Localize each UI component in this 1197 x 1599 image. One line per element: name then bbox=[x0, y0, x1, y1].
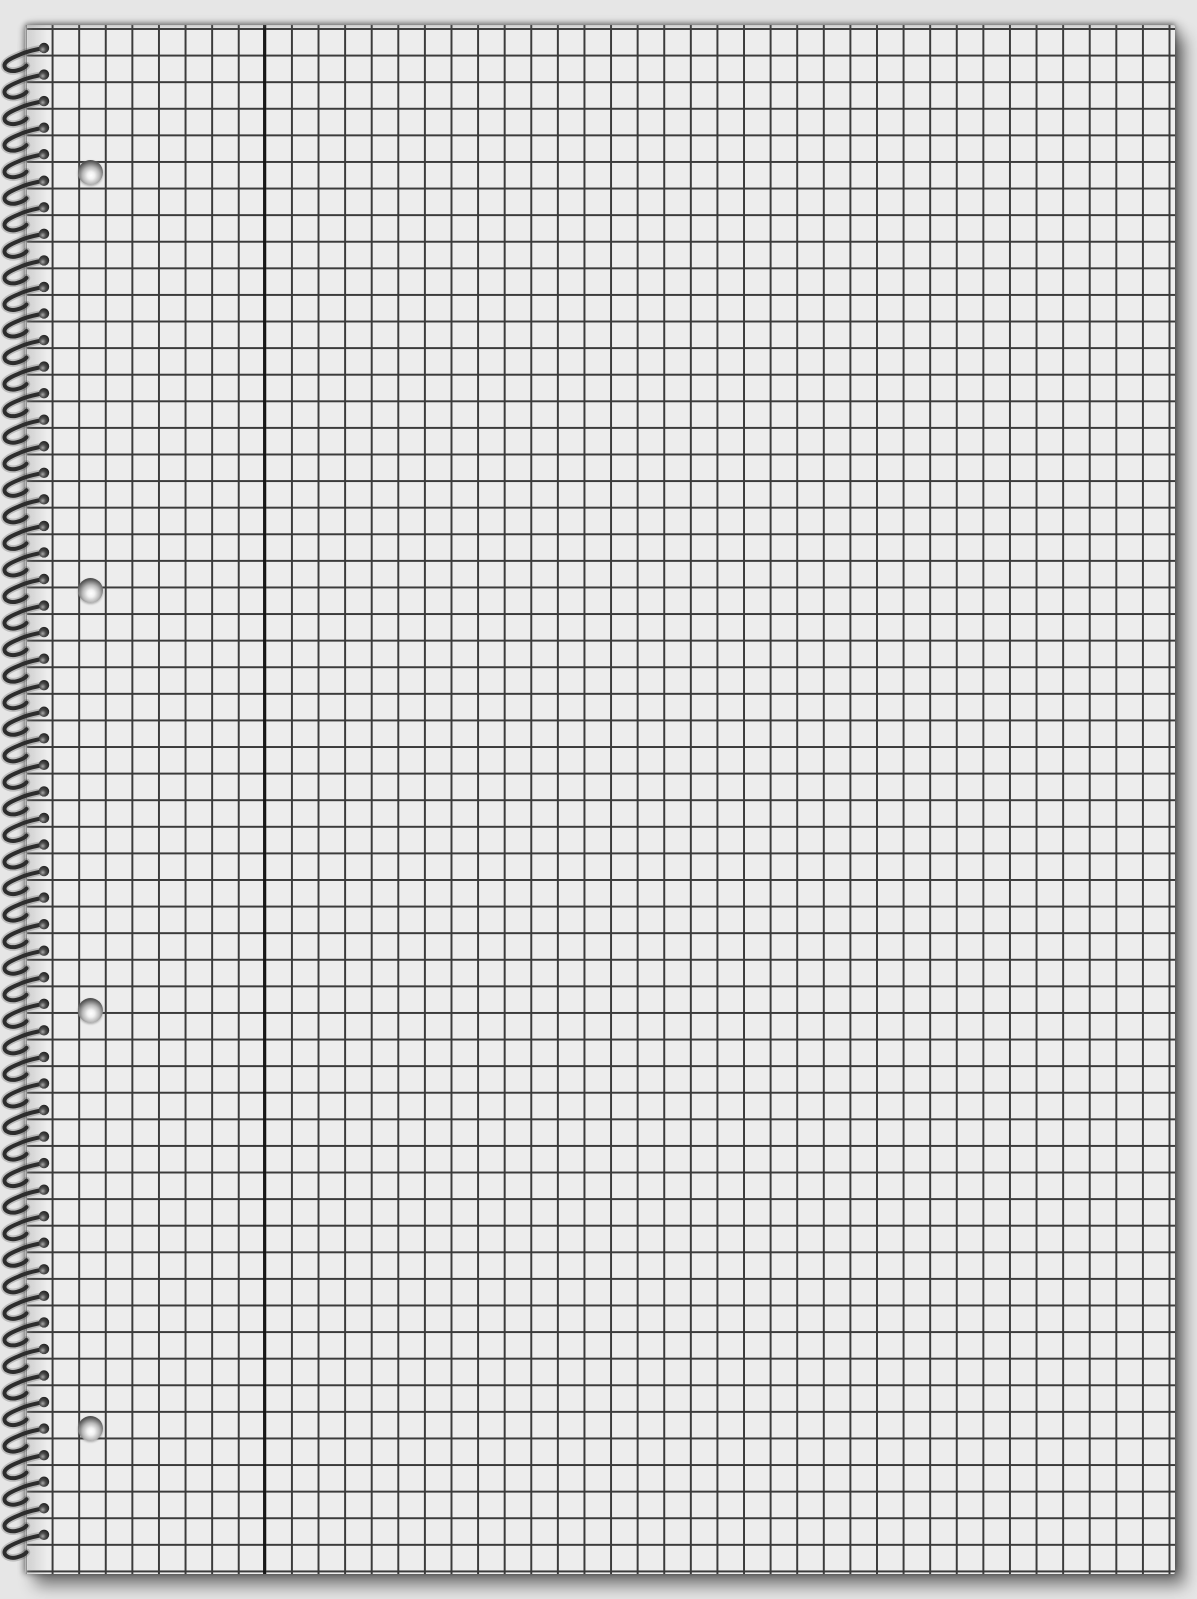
spiral-binding bbox=[0, 0, 60, 1599]
wire-ball-end bbox=[39, 653, 49, 663]
wire-ball-end bbox=[39, 361, 49, 371]
wire-ball-end bbox=[39, 1370, 49, 1380]
wire-ball-end bbox=[39, 600, 49, 610]
wire-ball-end bbox=[39, 521, 49, 531]
punch-hole bbox=[78, 998, 103, 1023]
wire-ball-end bbox=[39, 149, 49, 159]
wire-ball-end bbox=[39, 1344, 49, 1354]
wire-ball-end bbox=[39, 919, 49, 929]
wire-ball-end bbox=[39, 69, 49, 79]
margin-line bbox=[263, 25, 266, 1574]
wire-ball-end bbox=[39, 202, 49, 212]
wire-ball-end bbox=[39, 1450, 49, 1460]
wire-ball-end bbox=[39, 1052, 49, 1062]
wire-ball-end bbox=[39, 1291, 49, 1301]
wire-ball-end bbox=[39, 627, 49, 637]
punch-hole bbox=[78, 578, 103, 603]
punch-hole bbox=[78, 160, 103, 185]
wire-ball-end bbox=[39, 707, 49, 717]
wire-ball-end bbox=[39, 1317, 49, 1327]
wire-ball-end bbox=[39, 96, 49, 106]
wire-ball-end bbox=[39, 494, 49, 504]
wire-ball-end bbox=[39, 1158, 49, 1168]
wire-ball-end bbox=[39, 839, 49, 849]
wire-ball-end bbox=[39, 1423, 49, 1433]
wire-ball-end bbox=[39, 176, 49, 186]
wire-ball-end bbox=[39, 282, 49, 292]
wire-ball-end bbox=[39, 760, 49, 770]
wire-ball-end bbox=[39, 813, 49, 823]
wire-ball-end bbox=[39, 1184, 49, 1194]
wire-ball-end bbox=[39, 680, 49, 690]
wire-ball-end bbox=[39, 1477, 49, 1487]
wire-ball-end bbox=[39, 892, 49, 902]
wire-ball-end bbox=[39, 1530, 49, 1540]
wire-ball-end bbox=[39, 255, 49, 265]
wire-ball-end bbox=[39, 308, 49, 318]
wire-ball-end bbox=[39, 122, 49, 132]
wire-ball-end bbox=[39, 1078, 49, 1088]
wire-ball-end bbox=[39, 547, 49, 557]
spiral-loop bbox=[4, 43, 49, 71]
wire-ball-end bbox=[39, 1503, 49, 1513]
wire-ball-end bbox=[39, 1264, 49, 1274]
wire-ball-end bbox=[39, 972, 49, 982]
wire-ball-end bbox=[39, 733, 49, 743]
wire-ball-end bbox=[39, 335, 49, 345]
wire-ball-end bbox=[39, 1211, 49, 1221]
wire-ball-end bbox=[39, 1397, 49, 1407]
wire-ball-end bbox=[39, 441, 49, 451]
wire-ball-end bbox=[39, 1131, 49, 1141]
wire-ball-end bbox=[39, 866, 49, 876]
wire-ball-end bbox=[39, 786, 49, 796]
wire-ball-end bbox=[39, 388, 49, 398]
wire-ball-end bbox=[39, 574, 49, 584]
wire-ball-end bbox=[39, 415, 49, 425]
wire-ball-end bbox=[39, 1105, 49, 1115]
punch-hole bbox=[78, 1416, 103, 1441]
wire-ball-end bbox=[39, 946, 49, 956]
wire-ball-end bbox=[39, 468, 49, 478]
wire-ball-end bbox=[39, 43, 49, 53]
wire-ball-end bbox=[39, 999, 49, 1009]
wire-ball-end bbox=[39, 1238, 49, 1248]
grid-paper bbox=[25, 25, 1175, 1574]
wire-ball-end bbox=[39, 229, 49, 239]
notebook-page bbox=[25, 25, 1175, 1574]
wire-ball-end bbox=[39, 1025, 49, 1035]
